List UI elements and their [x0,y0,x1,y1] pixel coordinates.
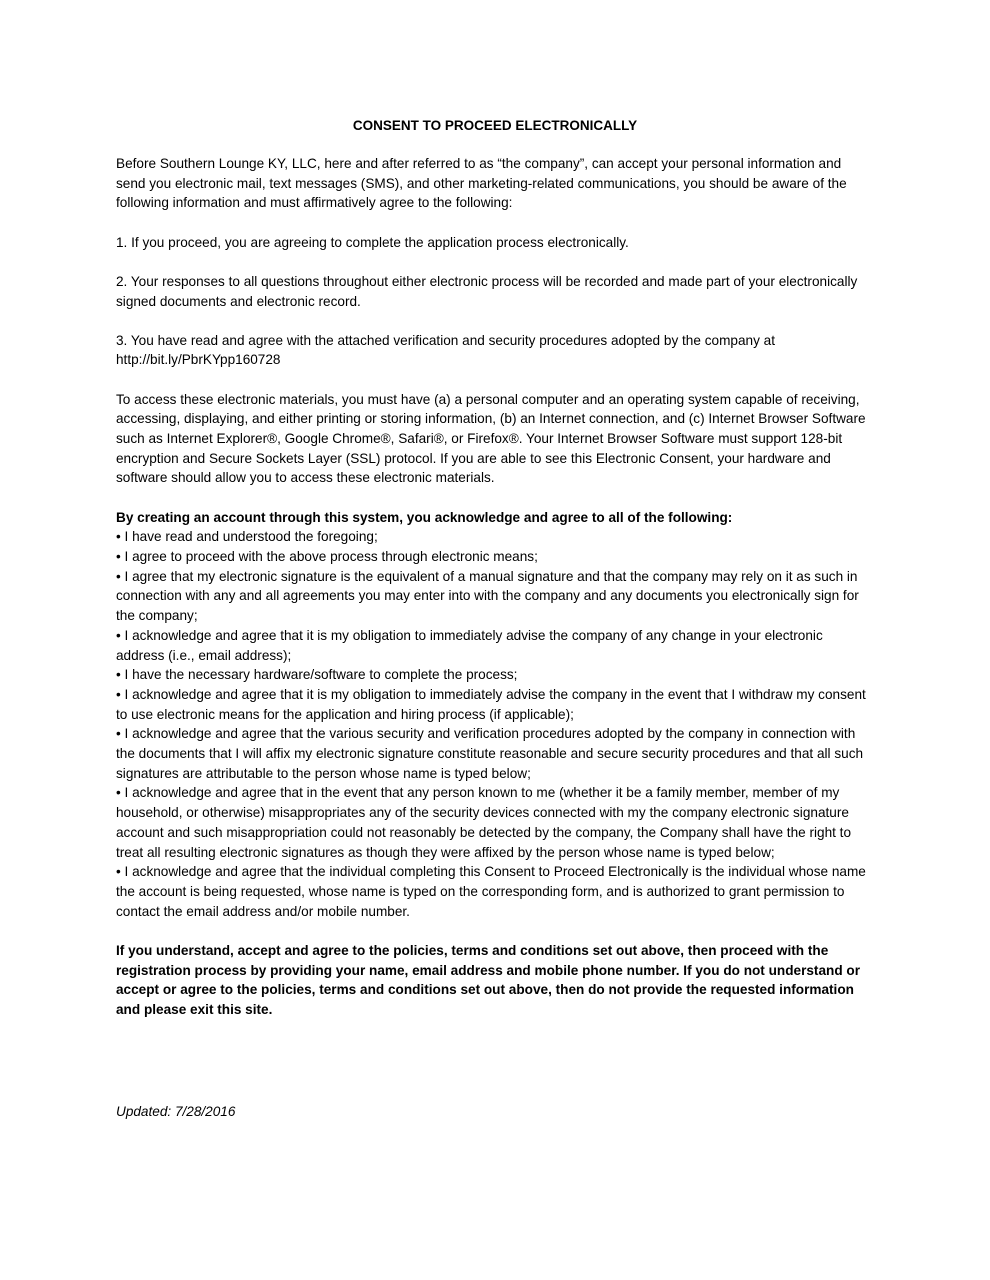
bullet-item: • I agree to proceed with the above process through electronic means; [116,549,538,565]
closing-statement: If you understand, accept and agree to the policies, terms and conditions set out above, then proceed with the registration process by providing your name, email address and mobile phone number. If you do not understand or accept or agree to the policies, terms and conditions set out above, then do not provide the requested information and please exit this site. [116,942,860,1018]
updated-date: Updated: 7/28/2016 [116,1104,236,1119]
access-requirements-paragraph: To access these electronic materials, you must have (a) a personal computer and an operating system capable of receiving, accessing, displaying, and either printing or storing information, (b) an Internet connection, and (c) Internet Browser Software such as Internet Explorer®, Google Chrome®, Safari®, or Firefox®. Your Internet Browser Software must support 128-bit encryption and Secure Sockets Layer (SSL) protocol. If you are able to see this Electronic Consent, your hardware and software should allow you to access these electronic materials. [116,391,866,486]
bullet-item: • I acknowledge and agree that the individual completing this Consent to Proceed Electronically is the individual whose name the account is being requested, whose name is typed on the corresponding form, and is authorized to grant permission to contact the email address and/or mobile number. [116,864,866,919]
numbered-item-1: 1. If you proceed, you are agreeing to complete the application process electronically. [116,234,629,250]
document-title: CONSENT TO PROCEED ELECTRONICALLY [352,118,638,133]
acknowledgement-section [116,508,874,922]
bullet-item: • I acknowledge and agree that the various security and verification procedures adopted by the company in connection with the documents that I will affix my electronic signature constitute reasonable and secure security procedures and that all such signatures are attributable to the person whose name is typed below; [116,726,864,781]
bullet-item: • I acknowledge and agree that in the event that any person known to me (whether it be a family member, member of my household, or otherwise) misappropriates any of the security devices connected with my the company electronic signature account and such misappropriation could not reasonably be detected by the company, the Company shall have the right to treat all resulting electronic signatures as though they were affixed by the person whose name is typed below; [116,785,852,860]
bullet-item: • I have the necessary hardware/software to complete the process; [116,667,518,683]
document-body [116,116,874,1020]
bullet-item: • I have read and understood the foregoing; [116,529,378,545]
numbered-item-2: 2. Your responses to all questions throughout either electronic process will be recorded and made part of your electronically signed documents and electronic record. [116,273,858,309]
intro-paragraph: Before Southern Lounge KY, LLC, here and after referred to as “the company”, can accept your personal information and send you electronic mail, text messages (SMS), and other marketing-related communications, you should be aware of the following information and must affirmatively agree to the following: [116,156,847,211]
acknowledgement-heading: By creating an account through this system, you acknowledge and agree to all of the following: [116,509,733,525]
bullet-item: • I agree that my electronic signature is the equivalent of a manual signature and that the company may rely on it as such in connection with any and all agreements you may enter into with the company and any documents you electronically sign for the company; [116,568,859,624]
bullet-item: • I acknowledge and agree that it is my obligation to immediately advise the company in the event that I withdraw my consent to use electronic means for the application and hiring process (if applicable); [116,686,866,722]
bullet-item: • I acknowledge and agree that it is my obligation to immediately advise the company of any change in your electronic address (i.e., email address); [116,627,823,663]
numbered-item-3: 3. You have read and agree with the attached verification and security procedures adopted by the company at http://bit.ly/PbrKYpp160728 [116,332,775,368]
